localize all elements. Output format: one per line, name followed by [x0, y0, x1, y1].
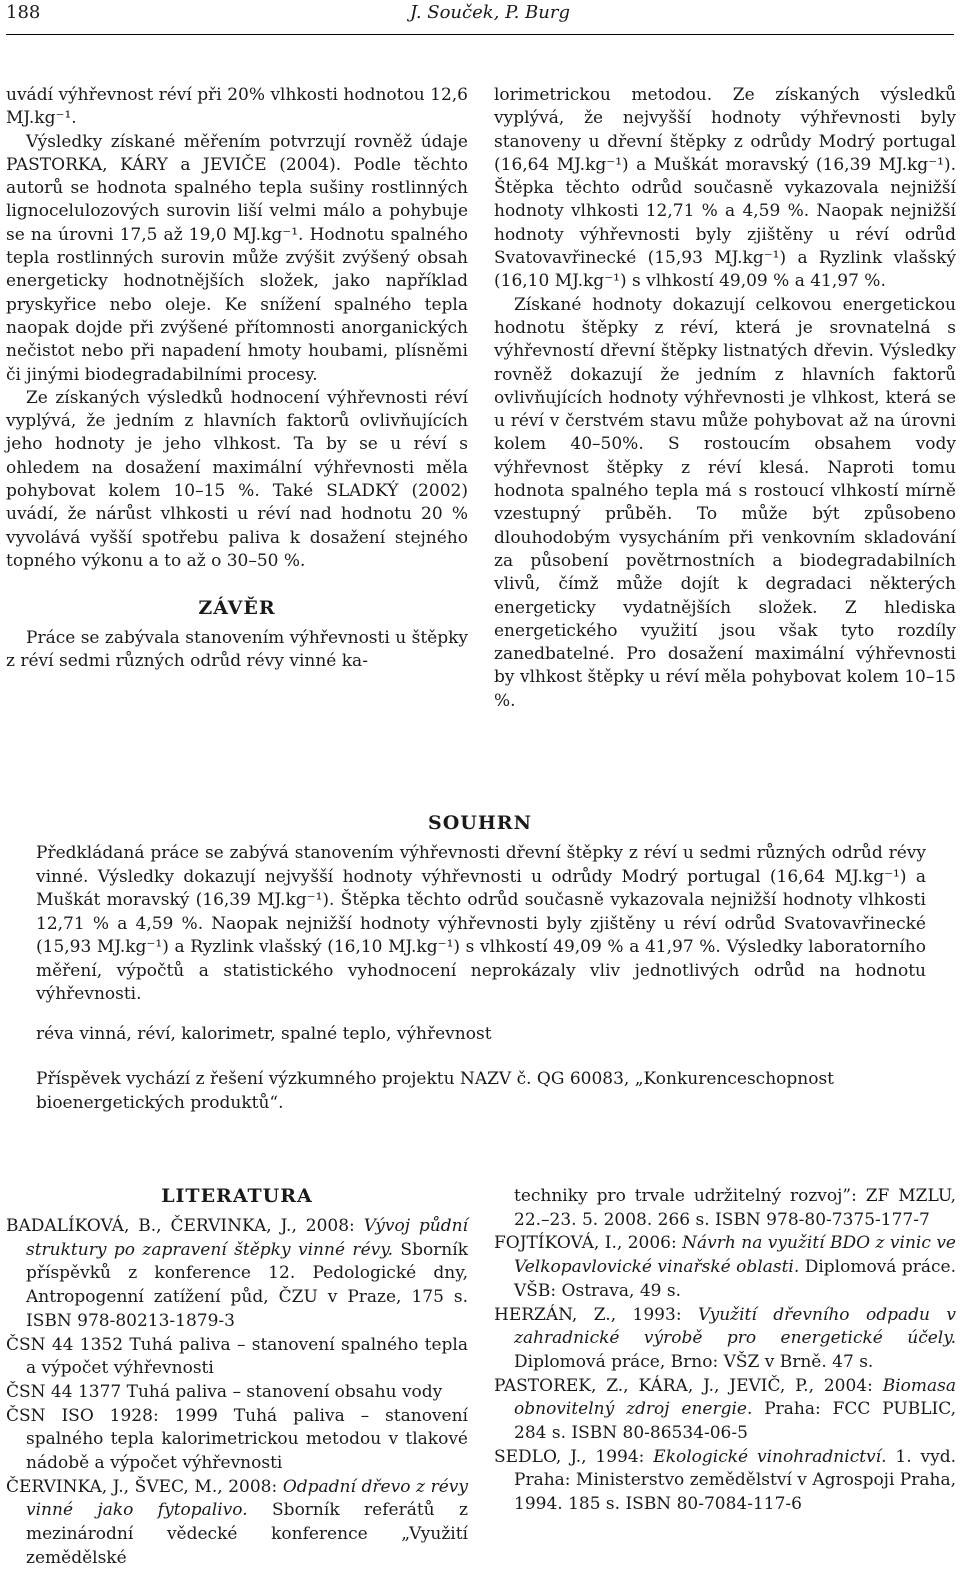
reference-item: ČERVINKA, J., ŠVEC, M., 2008: Odpadní dřevo z révy vinné jako fytopalivo. Sborník referátů z mezinárodní vědecké konference „Využití zemědělské	[6, 1476, 469, 1568]
reference-item: BADALÍKOVÁ, B., ČERVINKA, J., 2008: Vývoj půdní struktury po zapravení štěpky vinné révy. Sborník příspěvků z konference 12. Pedologické dny, Antropogenní zatížení půd, ČZU v Praze, 175 s. ISBN 978-80213-1879-3	[6, 1216, 468, 1331]
literatura-heading: LITERATURA	[161, 1185, 313, 1207]
running-title: J. Souček, P. Burg	[410, 2, 570, 23]
project-note: Příspěvek vychází z řešení výzkumného projektu NAZV č. QG 60083, „Konkurenceschopnost bioenergetických produktů“.	[36, 1069, 834, 1113]
header-rule	[6, 34, 954, 35]
keywords: réva vinná, réví, kalorimetr, spalné teplo, výhřevnost	[36, 1024, 492, 1044]
souhrn-abstract: Předkládaná práce se zabývá stanovením výhřevnosti dřevní štěpky z réví u sedmi různých odrůd révy vinné. Výsledky dokazují nejvyšší hodnoty výhřevnosti u odrůdy Modrý portugal (16,64 MJ.kg⁻¹) a Muškát moravský (16,39 MJ.kg⁻¹). Štěpka těchto odrůd současně vykazovala nejnižší hodnoty vlhkosti 12,71 % a 4,59 %. Naopak nejnižší hodnoty výhřevnosti byly zjištěny u réví odrůd Svatovavřinecké (15,93 MJ.kg⁻¹) a Ryzlink vlašský (16,10 MJ.kg⁻¹) s vlhkostí 49,09 % a 41,97 %. Výsledky laboratorního měření, výpočtů a statistického vyhodnocení neprokázaly vliv jednotlivých odrůd na hodnotu výhřevnosti.	[36, 843, 926, 1004]
souhrn-heading: SOUHRN	[428, 812, 532, 834]
left-column-body	[6, 84, 468, 673]
paragraph: Výsledky získané měřením potvrzují rovněž údaje PASTORKA, KÁRY a JEVIČE (2004). Podle těchto autorů se hodnota spalného tepla sušiny rostlinných lignocelulozových surovin liší velmi málo a pohybuje se na úrovni 17,5 až 19,0 MJ.kg⁻¹. Hodnotu spalného tepla rostlinných surovin může zvýšit zvýšený obsah energeticky hodnotnějších složek, jako například pryskyřice nebo oleje. Ke snížení spalného tepla naopak dojde při zvýšené přítomnosti anorganických nečistot nebo při napadení hmoty houbami, plísněmi či jinými biodegradabilními procesy.	[6, 131, 468, 385]
paragraph: uvádí výhřevnost réví při 20% vlhkosti hodnotou 12,6 MJ.kg⁻¹.	[6, 85, 468, 129]
paragraph: lorimetrickou metodou. Ze získaných výsledků vyplývá, že nejvyšší hodnoty výhřevnosti byly stanoveny u dřevní štěpky z odrůdy Modrý portugal (16,64 MJ.kg⁻¹) a Muškát moravský (16,39 MJ.kg⁻¹). Štěpka těchto odrůd současně vykazovala nejnižší hodnoty vlhkosti 12,71 % a 4,59 %. Naopak nejnižší hodnoty výhřevnosti byly zjištěny u réví odrůd Svatovavřinecké (15,93 MJ.kg⁻¹) a Ryzlink vlašský (16,10 MJ.kg⁻¹) s vlhkostí 49,09 % a 41,97 %.	[494, 85, 956, 292]
references-left	[6, 1215, 468, 1571]
reference-item: FOJTÍKOVÁ, I., 2006: Návrh na využití BDO z vinic ve Velkopavlovické vinařské oblasti. Diplomová práce. VŠB: Ostrava, 49 s.	[494, 1233, 957, 1301]
reference-item: ČSN ISO 1928: 1999 Tuhá paliva – stanovení spalného tepla kalorimetrickou metodou v tlakové nádobě a výpočet výhřevnosti	[6, 1405, 468, 1474]
section-heading-zaver: ZÁVĚR	[198, 597, 276, 620]
reference-continuation: techniky pro trvale udržitelný rozvoj”: ZF MZLU, 22.–23. 5. 2008. 266 s. ISBN 978-80-7375-177-7	[514, 1186, 956, 1230]
right-column-body	[494, 84, 956, 713]
reference-item: HERZÁN, Z., 1993: Využití dřevního odpadu v zahradnické výrobě pro energetické účely. Diplomová práce, Brno: VŠZ v Brně. 47 s.	[494, 1304, 957, 1372]
paragraph: Práce se zabývala stanovením výhřevnosti u štěpky z réví sedmi různých odrůd révy vinné ka-	[6, 627, 468, 671]
paragraph: Získané hodnoty dokazují celkovou energetickou hodnotu štěpky z réví, která je srovnatelná s výhřevností dřevní štěpky listnatých dřevin. Výsledky rovněž dokazují že jedním z hlavních faktorů ovlivňujících hodnoty výhřevnosti je vlhkost, která se u réví v čerstvém stavu může pohybovat až na úrovni kolem 40–50%. S rostoucím obsahem vody výhřevnost štěpky z réví klesá. Naproti tomu hodnota spalného tepla má s rostoucí vlhkostí mírně vzestupný průběh. To může být způsobeno dlouhodobým vysycháním při venkovním skladování za působení povětrnostních a biodegradabilních vlivů, čímž může dojít k degradaci některých energeticky vydatnějších složek. Z hlediska energetického využití jsou však tyto rozdíly zanedbatelné. Pro dosažení maximální výhřevnosti by vlhkost štěpky u réví měla pohybovat kolem 10–15 %.	[494, 294, 956, 711]
reference-item: SEDLO, J., 1994: Ekologické vinohradnictví. 1. vyd. Praha: Ministerstvo zemědělství v Agrospoji Praha, 1994. 185 s. ISBN 80-7084-117-6	[494, 1446, 956, 1515]
reference-item: ČSN 44 1377 Tuhá paliva – stanovení obsahu vody	[6, 1381, 443, 1402]
reference-item: PASTOREK, Z., KÁRA, J., JEVIČ, P., 2004: Biomasa obnovitelný zdroj energie. Praha: FCC PUBLIC, 284 s. ISBN 80-86534-06-5	[494, 1375, 956, 1444]
paragraph: Ze získaných výsledků hodnocení výhřevnosti réví vyplývá, že jedním z hlavních faktorů ovlivňujících jeho hodnoty je jeho vlhkost. Ta by se u réví s ohledem na dosažení maximální výhřevnosti měla pohybovat kolem 10–15 %. Také SLADKÝ (2002) uvádí, že nárůst vlhkosti u réví nad hodnotu 20 % vyvolává vyšší spotřebu paliva k dosažení stejného topného výkonu a to až o 30–50 %.	[6, 387, 468, 571]
references-right	[494, 1185, 956, 1517]
reference-item: ČSN 44 1352 Tuhá paliva – stanovení spalného tepla a výpočet výhřevnosti	[6, 1334, 468, 1379]
page-header	[0, 0, 960, 40]
page-number: 188	[6, 2, 41, 23]
